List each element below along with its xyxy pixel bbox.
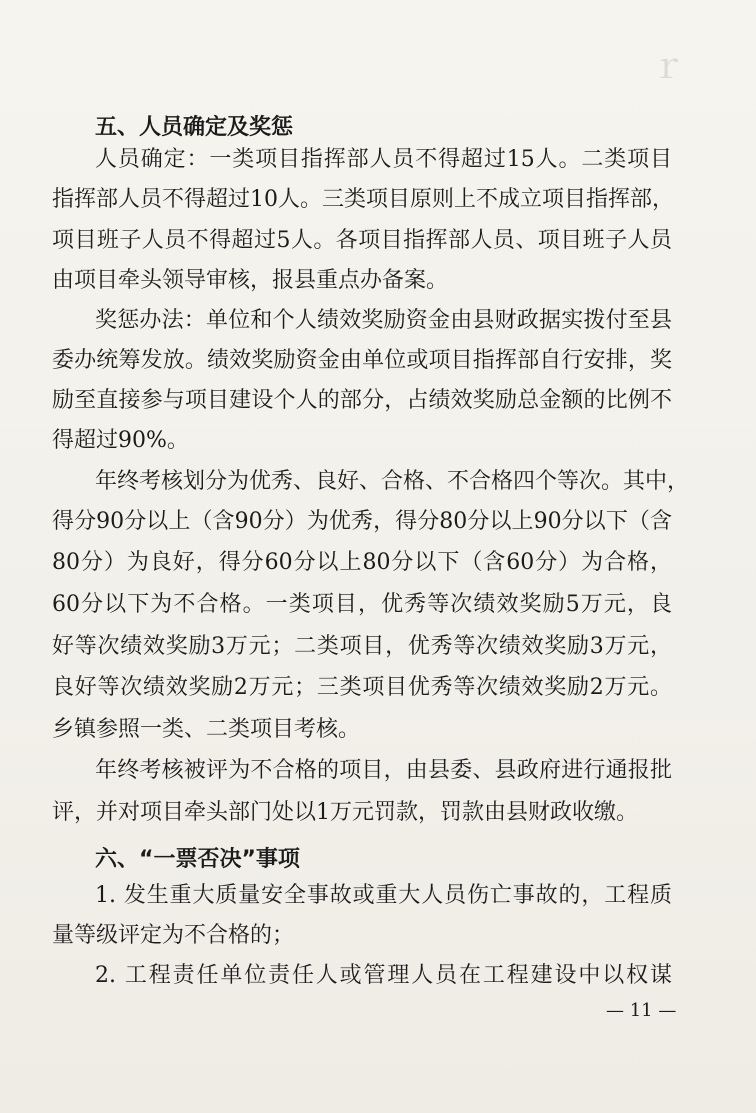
text-line: 由项目牵头领导审核，报县重点办备案。 xyxy=(52,268,449,293)
text-line: 人员确定：一类项目指挥部人员不得超过15人。二类项目 xyxy=(95,147,672,172)
text-line: 指挥部人员不得超过10人。三类项目原则上不成立项目指挥部， xyxy=(52,187,674,212)
text-line: 80分）为良好，得分60分以上80分以下（含60分）为合格， xyxy=(52,550,672,575)
text-line: 项目班子人员不得超过5人。各项目指挥部人员、项目班子人员 xyxy=(52,228,672,253)
text-line: 年终考核划分为优秀、良好、合格、不合格四个等次。其中， xyxy=(95,469,690,494)
text-line: 乡镇参照一类、二类项目考核。 xyxy=(52,717,361,742)
text-line: 得分90分以上（含90分）为优秀，得分80分以上90分以下（含 xyxy=(52,509,672,534)
text-line: 评，并对项目牵头部门处以1万元罚款，罚款由县财政收缴。 xyxy=(52,800,638,825)
bleed-through-mark: ｒ xyxy=(650,46,689,87)
text-line: 良好等次绩效奖励2万元；三类项目优秀等次绩效奖励2万元。 xyxy=(52,675,672,700)
section-heading-6: 六、“一票否决”事项 xyxy=(95,847,300,872)
text-line: 奖惩办法：单位和个人绩效奖励资金由县财政据实拨付至县 xyxy=(95,308,672,333)
text-line: 得超过90%。 xyxy=(52,428,189,453)
section-heading-5: 五、人员确定及奖惩 xyxy=(95,115,294,140)
text-line: 2. 工程责任单位责任人或管理人员在工程建设中以权谋 xyxy=(95,963,672,988)
page-number: — 11 — xyxy=(606,1000,677,1021)
text-line: 1. 发生重大质量安全事故或重大人员伤亡事故的，工程质 xyxy=(95,883,672,908)
text-line: 励至直接参与项目建设个人的部分，占绩效奖励总金额的比例不 xyxy=(52,388,672,413)
text-line: 委办统筹发放。绩效奖励资金由单位或项目指挥部自行安排，奖 xyxy=(52,348,672,373)
text-line: 量等级评定为不合格的； xyxy=(52,923,295,948)
text-line: 年终考核被评为不合格的项目，由县委、县政府进行通报批 xyxy=(95,758,672,783)
text-line: 60分以下为不合格。一类项目，优秀等次绩效奖励5万元，良 xyxy=(52,592,672,617)
text-line: 好等次绩效奖励3万元；二类项目，优秀等次绩效奖励3万元， xyxy=(52,634,672,659)
